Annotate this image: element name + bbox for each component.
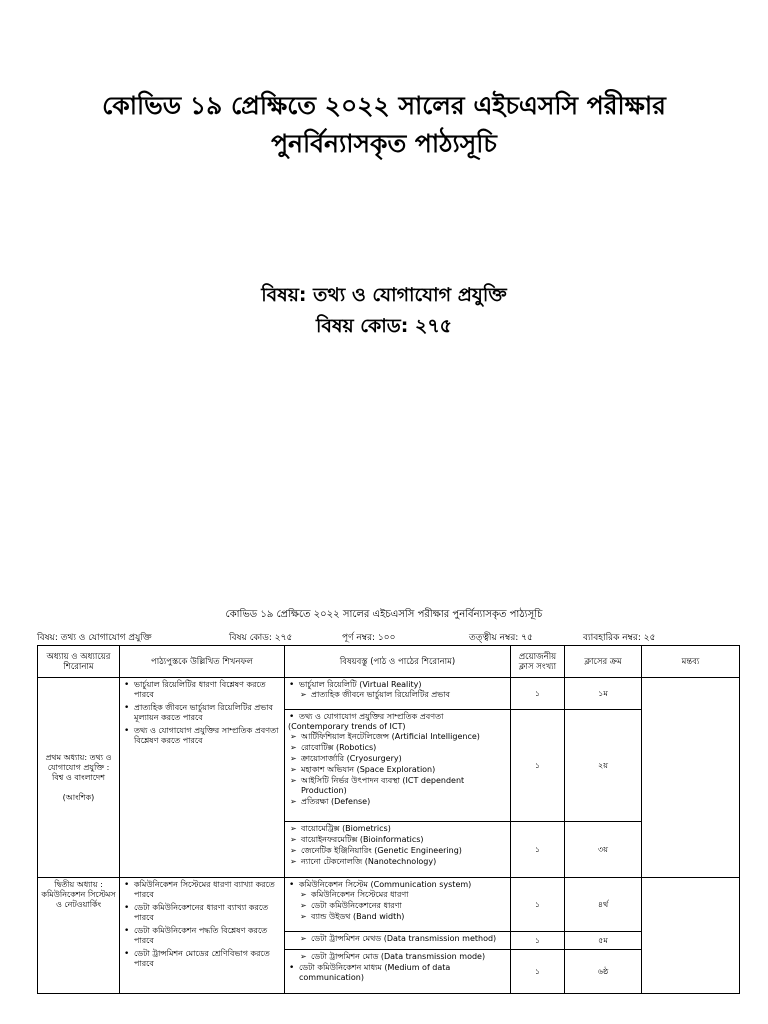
topic-head: • তথ্য ও যোগাযোগ প্রযুক্তির সাম্প্রতিক প্রবণতা — [288, 712, 507, 722]
list-item: • প্রাত্যহিক জীবনে ভার্চুয়াল রিয়েলিটির প্রভাব মূল্যায়ন করতে পারবে — [123, 703, 281, 723]
list-item: ➢ জেনেটিক ইঞ্জিনিয়ারিং (Genetic Engineering) — [288, 846, 507, 856]
content-cell — [285, 678, 511, 710]
list-item: ➢ ক্রায়োসার্জারি (Cryosurgery) — [288, 754, 507, 764]
list-item: ➢ কমিউনিকেশন সিস্টেমের ধারণা — [298, 890, 507, 900]
subject-code: বিষয় কোড: ২৭৫ — [315, 315, 453, 337]
chapter-2-cell — [38, 878, 120, 994]
list-item: ➢ আর্টিফিশিয়াল ইনটেলিজেন্স (Artificial Intelligence) — [288, 732, 507, 742]
list-item: • ডেটা ট্রান্সমিশন মোডের শ্রেণিবিভাগ করতে পারবে — [123, 949, 281, 969]
header-classes: প্রয়োজনীয় ক্লাস সংখ্যা — [511, 646, 565, 678]
order-cell: ৪র্থ — [565, 878, 642, 932]
content-cell — [285, 710, 511, 822]
order-cell: ৩য় — [565, 822, 642, 878]
table-row — [38, 878, 740, 932]
list-item: ➢ বায়োইনফরমেটিক্স (Bioinformatics) — [288, 835, 507, 845]
list-item: • ডেটা কমিউনিকেশন পদ্ধতি বিশ্লেষণ করতে পারবে — [123, 926, 281, 946]
topic-head-en: (Contemporary trends of ICT) — [288, 722, 406, 731]
chapter-1-outcomes — [120, 678, 285, 878]
chapter-1-cell — [38, 678, 120, 878]
list-item: ➢ বায়োমেট্রিক্স (Biometrics) — [288, 824, 507, 834]
list-item: ➢ ন্যানো টেকনোলজি (Nanotechnology) — [288, 857, 507, 867]
header-outcomes: পাঠ্যপুস্তকে উল্লিখিত শিখনফল — [120, 646, 285, 678]
list-item: ➢ ব্যান্ড উইডথ (Band width) — [298, 912, 507, 922]
list-item: ➢ ডেটা ট্রান্সমিশন মোড (Data transmission mode) — [298, 952, 507, 962]
classes-cell: ১ — [511, 878, 565, 932]
order-cell: ২য় — [565, 710, 642, 822]
table-caption: কোভিড ১৯ প্রেক্ষিতে ২০২২ সালের এইচএসসি পরীক্ষার পুনর্বিন্যাসকৃত পাঠ্যসূচি — [225, 609, 543, 620]
content-cell — [285, 932, 511, 950]
header-remarks: মন্তব্য — [642, 646, 740, 678]
order-cell: ১ম — [565, 678, 642, 710]
classes-cell: ১ — [511, 822, 565, 878]
list-item: ➢ রোবোটিক্স (Robotics) — [288, 743, 507, 753]
list-item: ➢ প্রতিরক্ষা (Defense) — [288, 797, 507, 807]
info-theory-marks: তত্ত্বীয় নম্বর: ৭৫ — [469, 633, 533, 643]
order-cell: ৬ষ্ঠ — [565, 950, 642, 994]
info-row — [37, 630, 737, 644]
syllabus-table — [37, 645, 740, 994]
table-row — [38, 678, 740, 710]
info-full-marks: পূর্ণ নম্বর: ১০০ — [342, 633, 396, 643]
header-chapter: অধ্যায় ও অধ্যায়ের শিরোনাম — [38, 646, 120, 678]
list-item: ➢ ডেটা ট্রান্সমিশন মেথড (Data transmission method) — [298, 934, 507, 944]
classes-cell: ১ — [511, 710, 565, 822]
remarks-cell — [642, 878, 740, 994]
main-title-line-2: পুনর্বিন্যাসকৃত পাঠ্যসূচি — [271, 129, 497, 158]
list-item: • তথ্য ও যোগাযোগ প্রযুক্তির সাম্প্রতিক প্রবণতা বিশ্লেষণ করতে পারবে — [123, 726, 281, 746]
classes-cell: ১ — [511, 678, 565, 710]
info-subject: বিষয়: তথ্য ও যোগাযোগ প্রযুক্তি — [37, 633, 152, 643]
list-item: ➢ প্রাত্যহিক জীবনে ভার্চুয়াল রিয়েলিটির প্রভাব — [298, 690, 507, 700]
topic-head: • ডেটা কমিউনিকেশন মাধ্যম (Medium of data communication) — [288, 963, 507, 983]
classes-cell: ১ — [511, 932, 565, 950]
list-item: • কমিউনিকেশন সিস্টেমের ধারণা ব্যাখ্যা করতে পারবে — [123, 880, 281, 900]
topic-head: • কমিউনিকেশন সিস্টেম (Communication system) — [288, 880, 507, 890]
list-item: ➢ মহাকাশ অভিযান (Space Exploration) — [288, 765, 507, 775]
header-content: বিষয়বস্তু (পাঠ ও পাঠের শিরোনাম) — [285, 646, 511, 678]
subject-name: বিষয়: তথ্য ও যোগাযোগ প্রযুক্তি — [261, 284, 507, 306]
topic-head: • ভার্চুয়াল রিয়েলিটি (Virtual Reality) — [288, 680, 507, 690]
remarks-cell — [642, 678, 740, 878]
list-item: • ডেটা কমিউনিকেশনের ধারণা ব্যাখ্যা করতে পারবে — [123, 903, 281, 923]
chapter-2-outcomes — [120, 878, 285, 994]
header-order: ক্লাসের ক্রম — [565, 646, 642, 678]
content-cell — [285, 822, 511, 878]
order-cell: ৫ম — [565, 932, 642, 950]
chapter-1-title: প্রথম অধ্যায়: তথ্য ও যোগাযোগ প্রযুক্তি : বিশ্ব ও বাংলাদেশ — [45, 752, 112, 782]
content-cell — [285, 950, 511, 994]
main-title-line-1: কোভিড ১৯ প্রেক্ষিতে ২০২২ সালের এইচএসসি পরীক্ষার — [102, 91, 666, 120]
info-practical-marks: ব্যাবহারিক নম্বর: ২৫ — [583, 633, 656, 643]
list-item: ➢ আইসিটি নির্ভর উৎপাদন ব্যবস্থা (ICT dependent Production) — [288, 776, 507, 796]
classes-cell: ১ — [511, 950, 565, 994]
content-cell — [285, 878, 511, 932]
list-item: • ভার্চুয়াল রিয়েলিটির ধারণা বিশ্লেষণ করতে পারবে — [123, 680, 281, 700]
chapter-2-title: দ্বিতীয় অধ্যায় : কমিউনিকেশন সিস্টেমস ও নেটওয়ার্কিং — [41, 880, 116, 909]
info-code: বিষয় কোড: ২৭৫ — [229, 633, 293, 643]
chapter-1-note: (আংশিক) — [62, 792, 95, 802]
table-header-row — [38, 646, 740, 678]
list-item: ➢ ডেটা কমিউনিকেশনের ধারণা — [298, 901, 507, 911]
